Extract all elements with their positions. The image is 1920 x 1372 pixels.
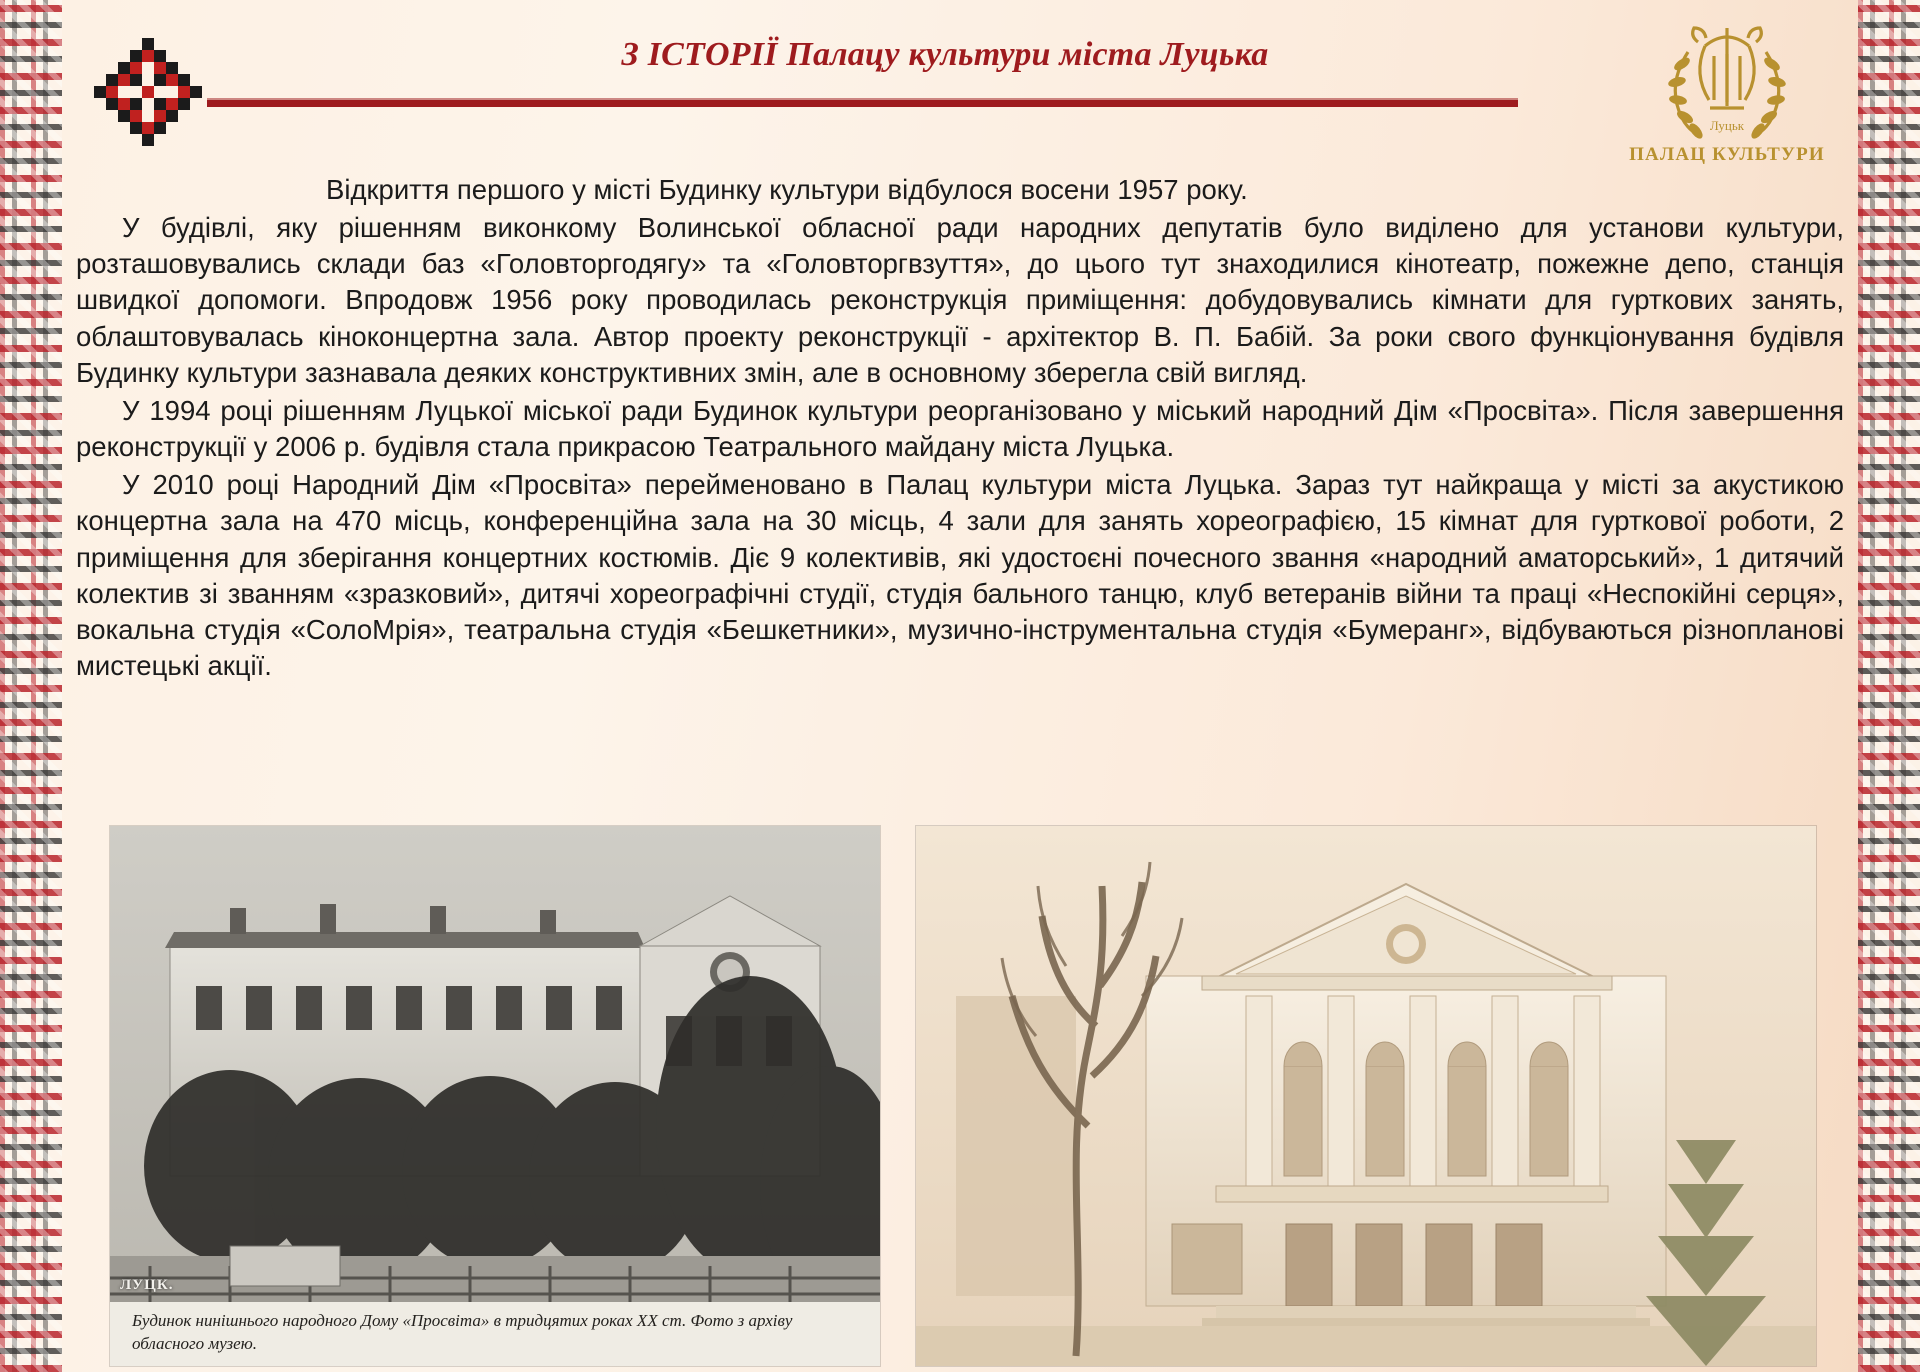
- photo-gallery: [110, 826, 1844, 1366]
- logo-city-name: Луцьк: [1709, 118, 1745, 133]
- article-paragraph: Відкриття першого у місті Будинку культури відбулося восени 1957 року.: [326, 174, 1248, 205]
- modern-photo-image: [916, 826, 1816, 1366]
- article-paragraph: У 1994 році рішенням Луцької міської ради Будинок культури реорганізовано у міський народний Дім «Просвіта». Після завершення реконструкції у 2006 р. будівля стала прикрасою Театрального майдану міста Луцька.: [76, 394, 1844, 463]
- embroidery-border-left: [0, 0, 62, 1372]
- article-paragraph: У 2010 році Народний Дім «Просвіта» перейменовано в Палац культури міста Луцька. Зараз тут найкраща у місті за акустикою концертна зала на 470 місць, конференційна зала на 30 місць, 4 зали для занять хореографією, 15 кімнат для гурткової роботи, 2 приміщення для зберігання концертних костюмів. Діє 9 колективів, які удостоєні почесного звання «народний аматорський», 1 дитячий колектив зі званням «зразковий», дитячі хореографічні студії, студія бального танцю, клуб ветеранів війни та праці «Неспокійні серця», вокальна студія «СолоМрія», театральна студія «Бешкетники», музично-інструментальна студія «Бумеранг», відбуваються різнопланові мистецькі акції.: [76, 469, 1844, 682]
- page-title: З ІСТОРІЇ Палацу культури міста Луцька: [621, 36, 1269, 73]
- photo-stamp: ЛУЦК.: [120, 1277, 174, 1293]
- modern-photo: [916, 826, 1816, 1366]
- title-underline: [207, 100, 1518, 107]
- embroidery-border-right: [1858, 0, 1920, 1372]
- page-header: [62, 0, 1858, 176]
- article-paragraph: У будівлі, яку рішенням виконкому Волинської обласної ради народних депутатів було виділено для установи культури, розташовувались склади баз «Головторгодягу» та «Головторгвзуття», до цього тут знаходилися кінотеатр, пожежне депо, станція швидкої допомоги. Впродовж 1956 року проводилась реконструкція приміщення: добудовувались кімнати для гурткових занять, облаштовувалась кіноконцертна зала. Автор проекту реконструкції - архітектор В. П. Бабій. За роки свого функціонування будівля Будинку культури зазнавала деяких конструктивних змін, але в основному зберегла свій вигляд.: [76, 212, 1844, 388]
- organization-logo: [1622, 12, 1832, 172]
- historical-photo-image: [110, 826, 880, 1366]
- historical-photo: [110, 826, 880, 1366]
- article-body: [76, 172, 1844, 686]
- embroidery-rosette-icon: [80, 34, 216, 154]
- logo-label: ПАЛАЦ КУЛЬТУРИ: [1629, 144, 1825, 165]
- photo-caption: Будинок нинішнього народного Дому «Просвіта» в тридцятих роках XX ст. Фото з архіву обласного музею.: [110, 1302, 880, 1366]
